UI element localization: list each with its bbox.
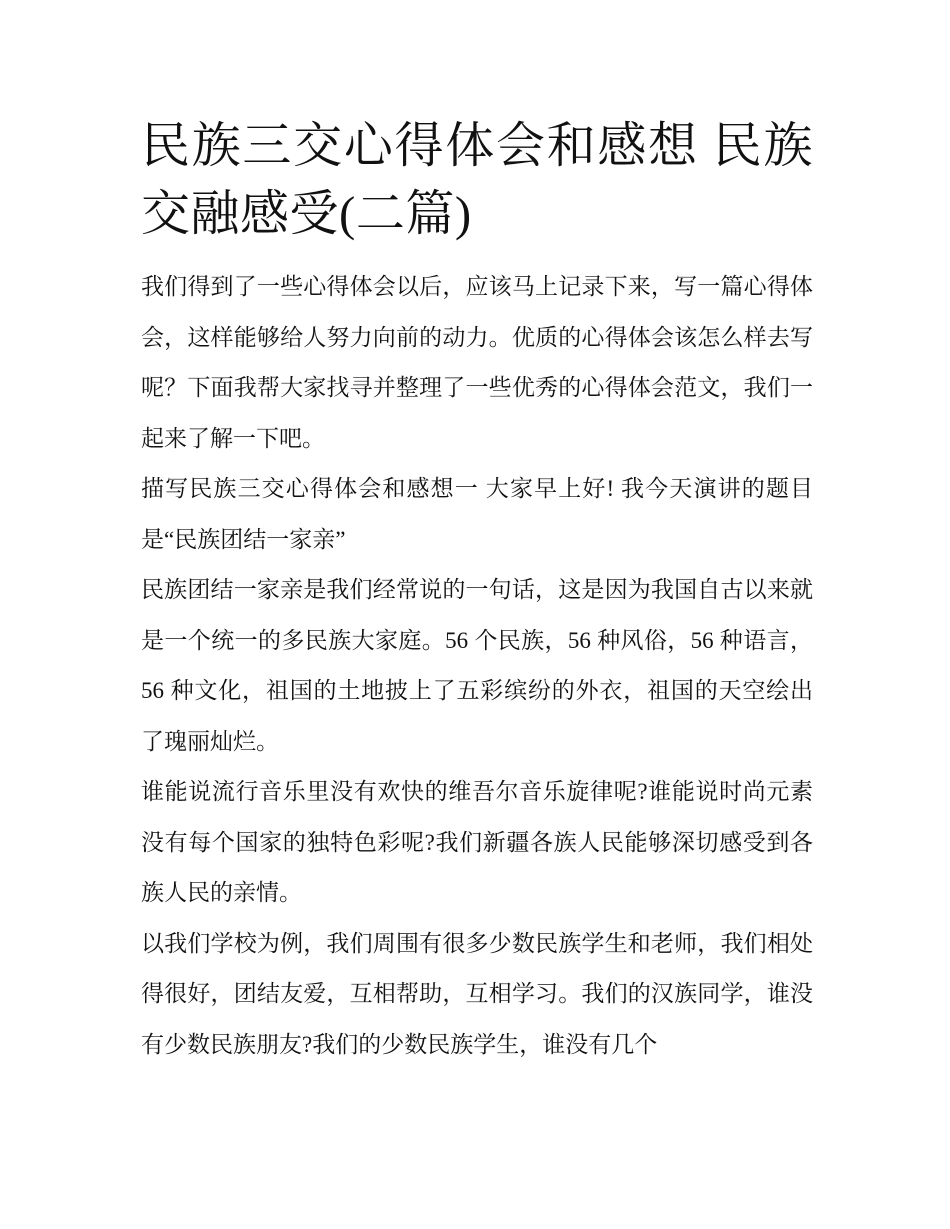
document-title: 民族三交心得体会和感想 民族交融感受(二篇) (141, 118, 813, 241)
paragraph-speech-opening: 描写民族三交心得体会和感想一 大家早上好! 我今天演讲的题目是“民族团结一家亲” (141, 476, 813, 552)
paragraph-music: 谁能说流行音乐里没有欢快的维吾尔音乐旋律呢?谁能说时尚元素没有每个国家的独特色彩呢?我们新疆各族人民能够深切感受到各族人民的亲情。 (141, 779, 813, 905)
paragraph-unity: 民族团结一家亲是我们经常说的一句话，这是因为我国自古以来就是一个统一的多民族大家庭。56 个民族，56 种风俗，56 种语言，56 种文化，祖国的土地披上了五彩缤纷的外衣，祖国的天空绘出了瑰丽灿烂。 (141, 577, 813, 754)
document-page (141, 112, 813, 1070)
paragraph-school: 以我们学校为例，我们周围有很多少数民族学生和老师，我们相处得很好，团结友爱，互相帮助，互相学习。我们的汉族同学，谁没有少数民族朋友?我们的少数民族学生，谁没有几个 (141, 930, 813, 1057)
paragraph-intro: 我们得到了一些心得体会以后，应该马上记录下来，写一篇心得体会，这样能够给人努力向前的动力。优质的心得体会该怎么样去写呢？下面我帮大家找寻并整理了一些优秀的心得体会范文，我们一起来了解一下吧。 (141, 274, 813, 451)
